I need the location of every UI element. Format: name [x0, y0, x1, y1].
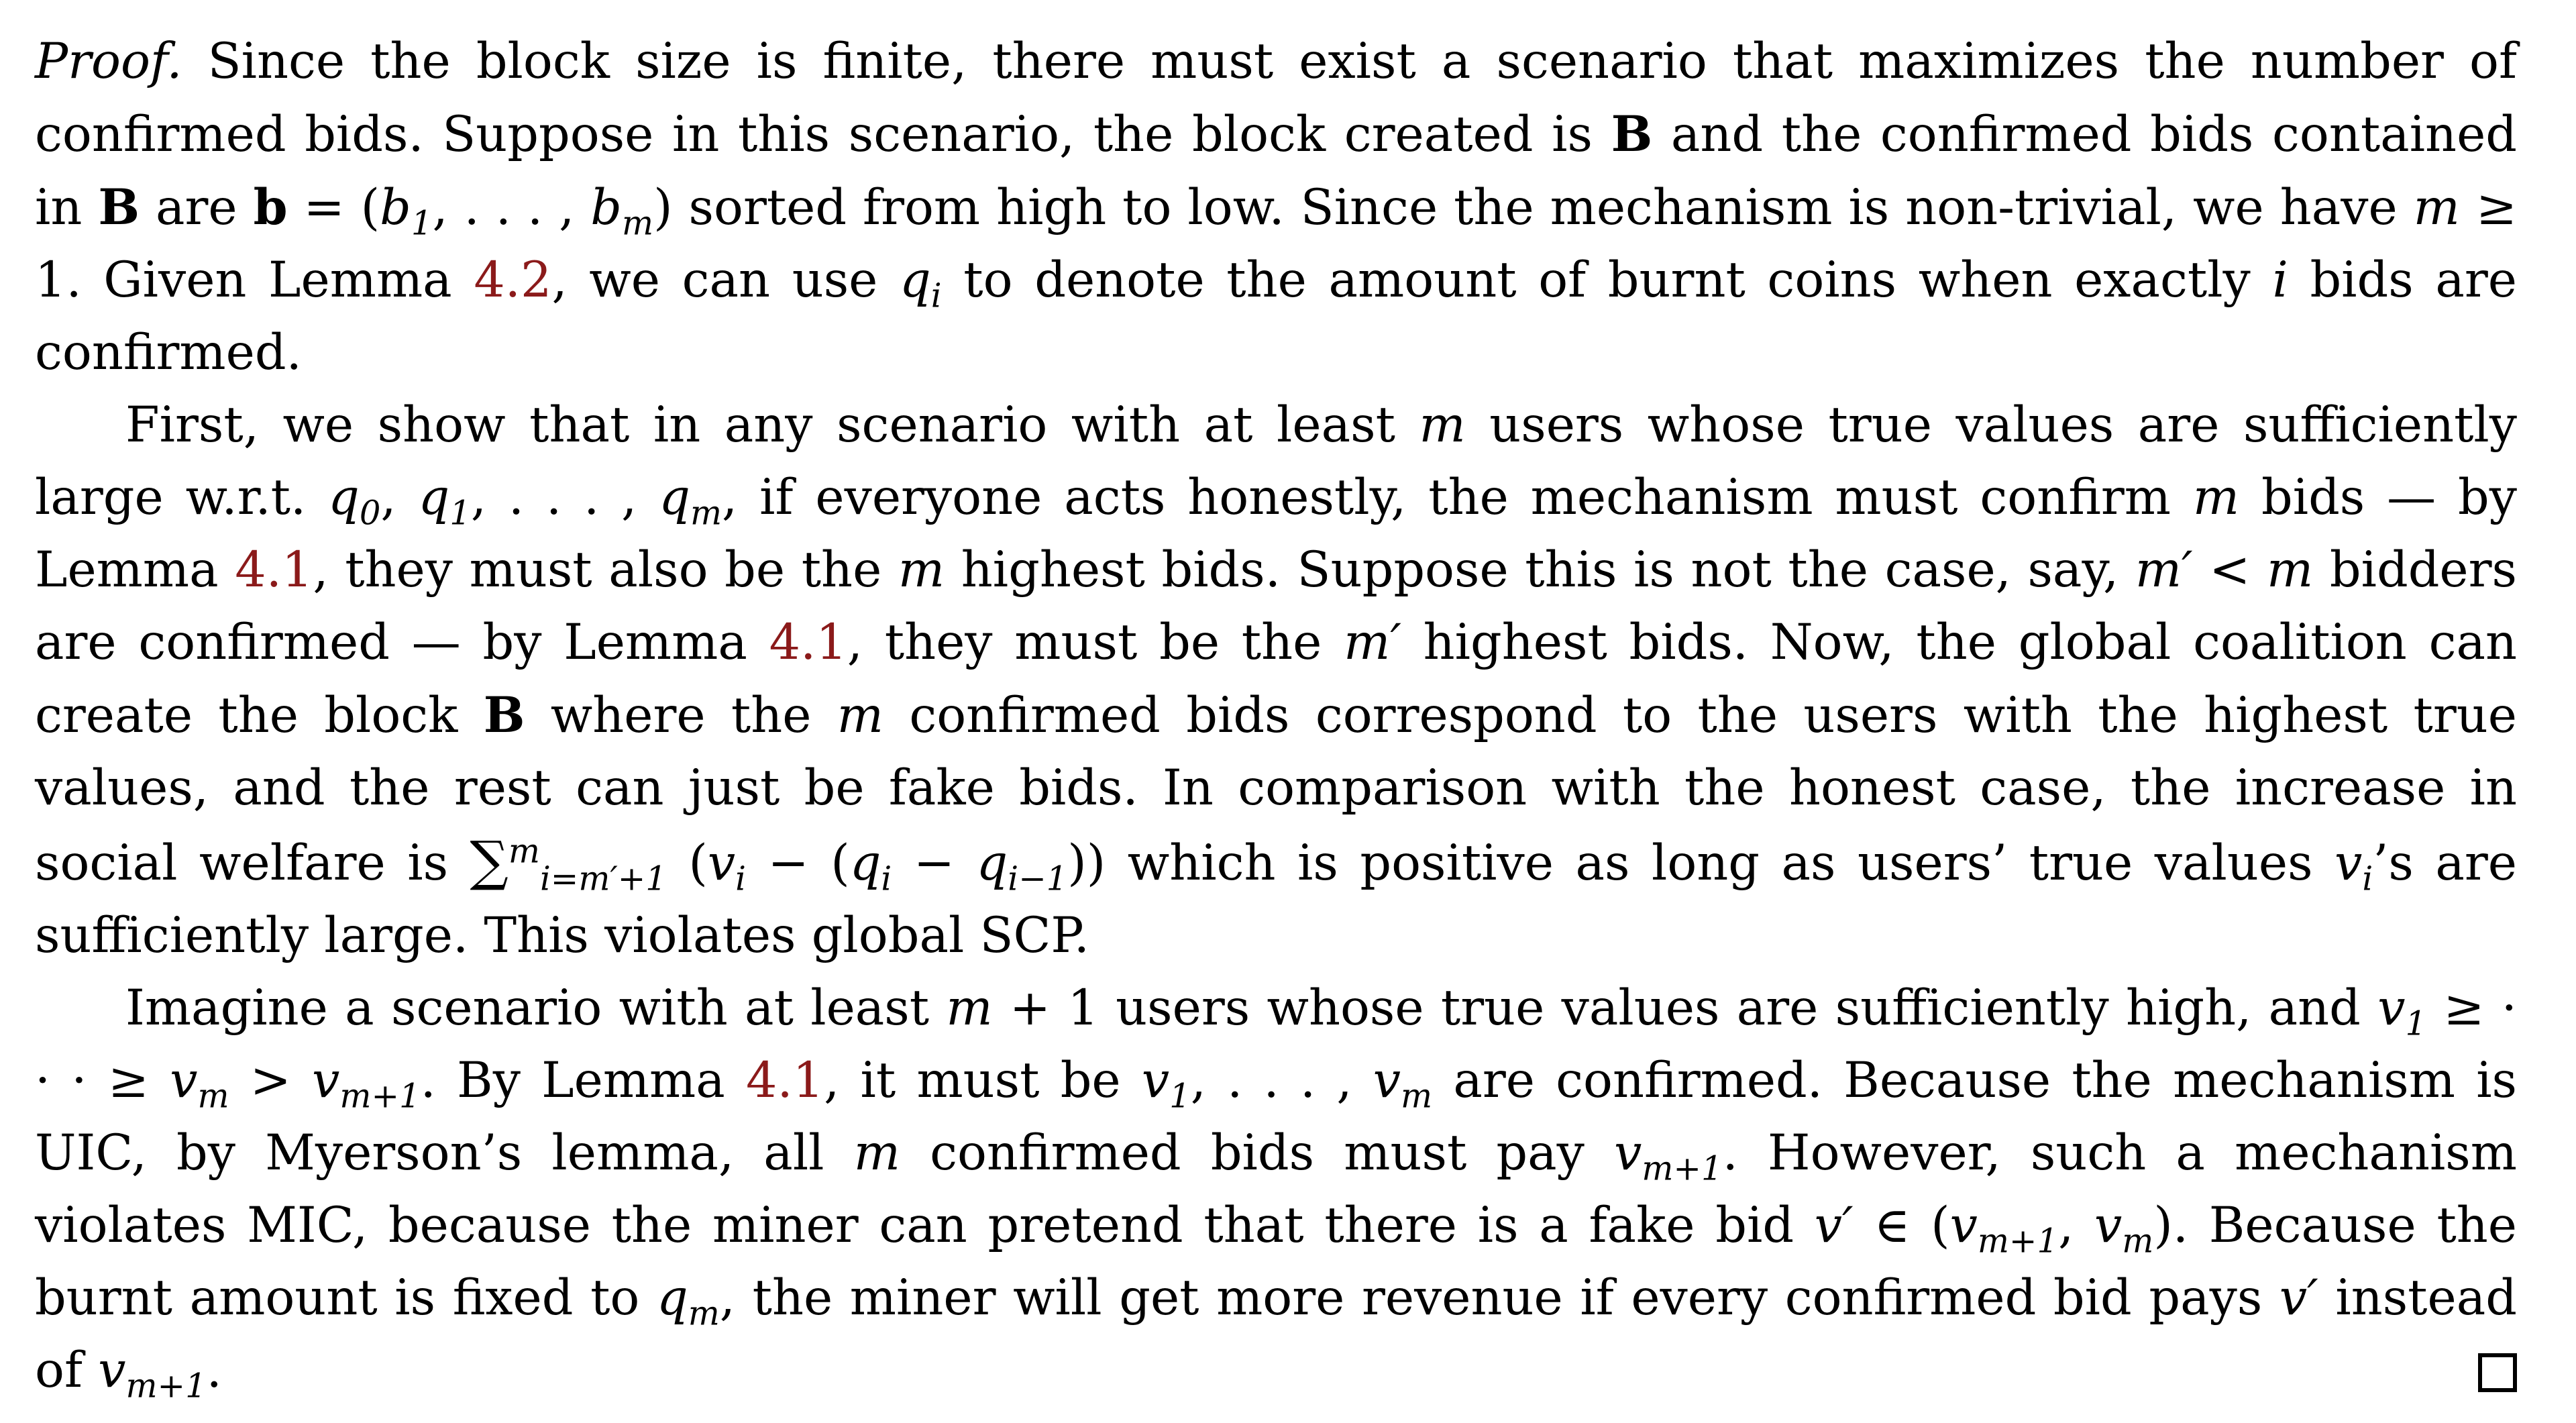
math-bm: $b_m$ — [590, 179, 654, 243]
text: . By Lemma — [420, 1052, 747, 1109]
math-bids-vector: b — [253, 178, 288, 236]
math-q1: $q_1$ — [418, 469, 471, 533]
text: , we can use — [551, 252, 900, 309]
text: < — [2192, 541, 2267, 598]
paragraph-2: First, we show that in any scenario with at least m users whose true values are sufficiently large w.r.t. $q_0$, $q_1$, . . . , $q_m$, if everyone acts honestly, the mechanism must confirm m bids — by Lemma 4.1, they must also be the m highest bids. Suppose this is not the case, say, m′ < m bidders are confirmed — by Lemma 4.1, they must be the m′ highest bids. Now, the global coalition can create the block B where the m confirmed bids correspond to the users with the highest true values, and the rest can just be fake bids. In comparison with the honest case, the increase in social welfare is ∑$^m_{i=m'+1}$ $(v_i - (q_i - q_{i-1}))$ which is positive as long as users’ true values $v_i’s$ are sufficiently large. This violates global SCP. — [35, 397, 2518, 964]
proof-label: Proof. — [35, 33, 182, 90]
text: ’s are sufficiently large. This violates global SCP. — [35, 835, 2517, 964]
lemma-ref-link[interactable]: 4.1 — [769, 614, 847, 671]
math-m: m — [1419, 397, 1466, 454]
text: highest bids. Now, the global coalition can create the block — [35, 614, 2517, 744]
text: users whose true values are sufficiently large w.r.t. — [35, 397, 2518, 526]
math-m: m — [2267, 541, 2314, 598]
math-summation: ∑$^m_{i=m'+1}$ — [470, 829, 667, 898]
math-m-prime: m′ — [2135, 541, 2193, 598]
text: , they must also be the — [313, 541, 898, 598]
paragraph-3: Imagine a scenario with at least m + 1 users whose true values are sufficiently high, and $v_1$ ≥ · · · ≥ $v_m > v_{m+1}$. By Lemma 4.1, it must be $v_1$, . . . , $v_m$ are confirmed. Because the mechanism is UIC, by Myerson’s lemma, all m confirmed bids must pay $v_{m+1}$. However, such a mechanism violates MIC, because the miner can pretend that there is a fake bid v′ ∈ ($v_{m+1}$, $v_m$). Because the burnt amount is fixed to $q_m$, the miner will get more revenue if every confirmed bid pays v′ instead of $v_{m+1}$. — [35, 980, 2518, 1406]
math-v-prime: v′ — [2279, 1269, 2318, 1326]
text: Since the block size is finite, there must exist a scenario that maximizes the number of confirmed bids. Suppose in this scenario, the block created is — [35, 33, 2517, 163]
text: + 1 users whose true values are sufficiently high, and — [992, 980, 2378, 1037]
math-vm: $v_m$ — [2094, 1197, 2154, 1261]
text: . — [206, 1342, 222, 1399]
math-block-B: B — [1611, 105, 1653, 163]
math-qi: $q_i$ — [849, 835, 892, 898]
proof-block — [35, 25, 2517, 1407]
math-vm1: $v_{m+1}$ — [1614, 1124, 1723, 1188]
text: bids — by Lemma — [35, 469, 2517, 598]
math-vi: $v_i$ — [707, 835, 746, 898]
text: highest bids. Suppose this is not the case, say, — [945, 541, 2135, 598]
text: where the — [525, 687, 837, 744]
math-v1: $v_1$ — [1141, 1052, 1191, 1116]
text: bids are confirmed. — [35, 252, 2517, 381]
text: , the miner will get more revenue if every confirmed bid pays — [719, 1269, 2279, 1326]
math-m: m — [2192, 469, 2240, 526]
math-vm1: $v_{m+1}$ — [98, 1342, 207, 1406]
lemma-ref-link[interactable]: 4.1 — [235, 541, 313, 598]
math-qi-minus-1: $q_{i-1}$ — [976, 835, 1068, 898]
math-b1: $b_1$ — [380, 179, 433, 243]
text: ≥ 1. Given Lemma — [35, 179, 2517, 309]
text: are confirmed. Because the mechanism is UIC, by Myerson’s lemma, all — [35, 1052, 2518, 1181]
math-vm1: $v_{m+1}$ — [1949, 1197, 2059, 1261]
text: ) sorted from high to low. Since the mechanism is non-trivial, we have — [653, 179, 2414, 236]
math-m: m — [837, 687, 883, 744]
text: , they must be the — [847, 614, 1344, 671]
math-qm: $q_m$ — [657, 1269, 720, 1333]
math-v1: $v_1$ — [2377, 980, 2427, 1043]
math-vm: $v_m$ — [1373, 1052, 1433, 1116]
math-i: i — [2272, 252, 2288, 309]
qed-square-icon — [2478, 1353, 2517, 1392]
math-vm1: $v_{m+1}$ — [312, 1052, 421, 1116]
math-m: m — [898, 541, 945, 598]
text: )) which is positive as long as users’ true values — [1067, 835, 2335, 892]
text: Imagine a scenario with at least — [125, 980, 947, 1037]
math-m: m — [853, 1124, 900, 1181]
text: First, we show that in any scenario with at least — [125, 397, 1419, 454]
lemma-ref-link[interactable]: 4.2 — [474, 252, 552, 309]
text: = ( — [287, 179, 380, 236]
text: and the confirmed bids contained in — [35, 106, 2517, 236]
text: ). Because the burnt amount is fixed to — [35, 1197, 2518, 1326]
text: instead of — [35, 1269, 2517, 1399]
text: to denote the amount of burnt coins when exactly — [941, 252, 2273, 309]
math-m: m — [946, 980, 993, 1037]
math-v-prime: v′ — [1814, 1197, 1854, 1254]
math-vi: $v_i$ — [2334, 835, 2373, 898]
text: . However, such a mechanism violates MIC, because the miner can pretend that there is a fake bid — [35, 1124, 2517, 1254]
math-m: m — [2413, 179, 2460, 236]
math-qm: $q_m$ — [659, 469, 722, 533]
math-q0: $q_0$ — [328, 469, 381, 533]
text: , it must be — [824, 1052, 1142, 1109]
math-block-B: B — [98, 178, 140, 236]
text: , if everyone acts honestly, the mechanism must confirm — [722, 469, 2193, 526]
text: confirmed bids must pay — [900, 1124, 1615, 1181]
paragraph-1 — [35, 25, 2517, 389]
text: , . . . , — [432, 179, 591, 236]
math-m-prime: m′ — [1344, 614, 1401, 671]
lemma-ref-link[interactable]: 4.1 — [746, 1052, 824, 1109]
text: confirmed bids correspond to the users with the highest true values, and the rest can just be fake bids. In comparison with the honest case, the increase in social welfare is — [35, 687, 2518, 892]
math-vm: $v_m$ — [170, 1052, 229, 1116]
text: are — [140, 179, 254, 236]
math-qi: $q_i$ — [900, 252, 942, 315]
text: bidders are confirmed — by Lemma — [35, 541, 2517, 671]
math-block-B: B — [483, 686, 525, 744]
